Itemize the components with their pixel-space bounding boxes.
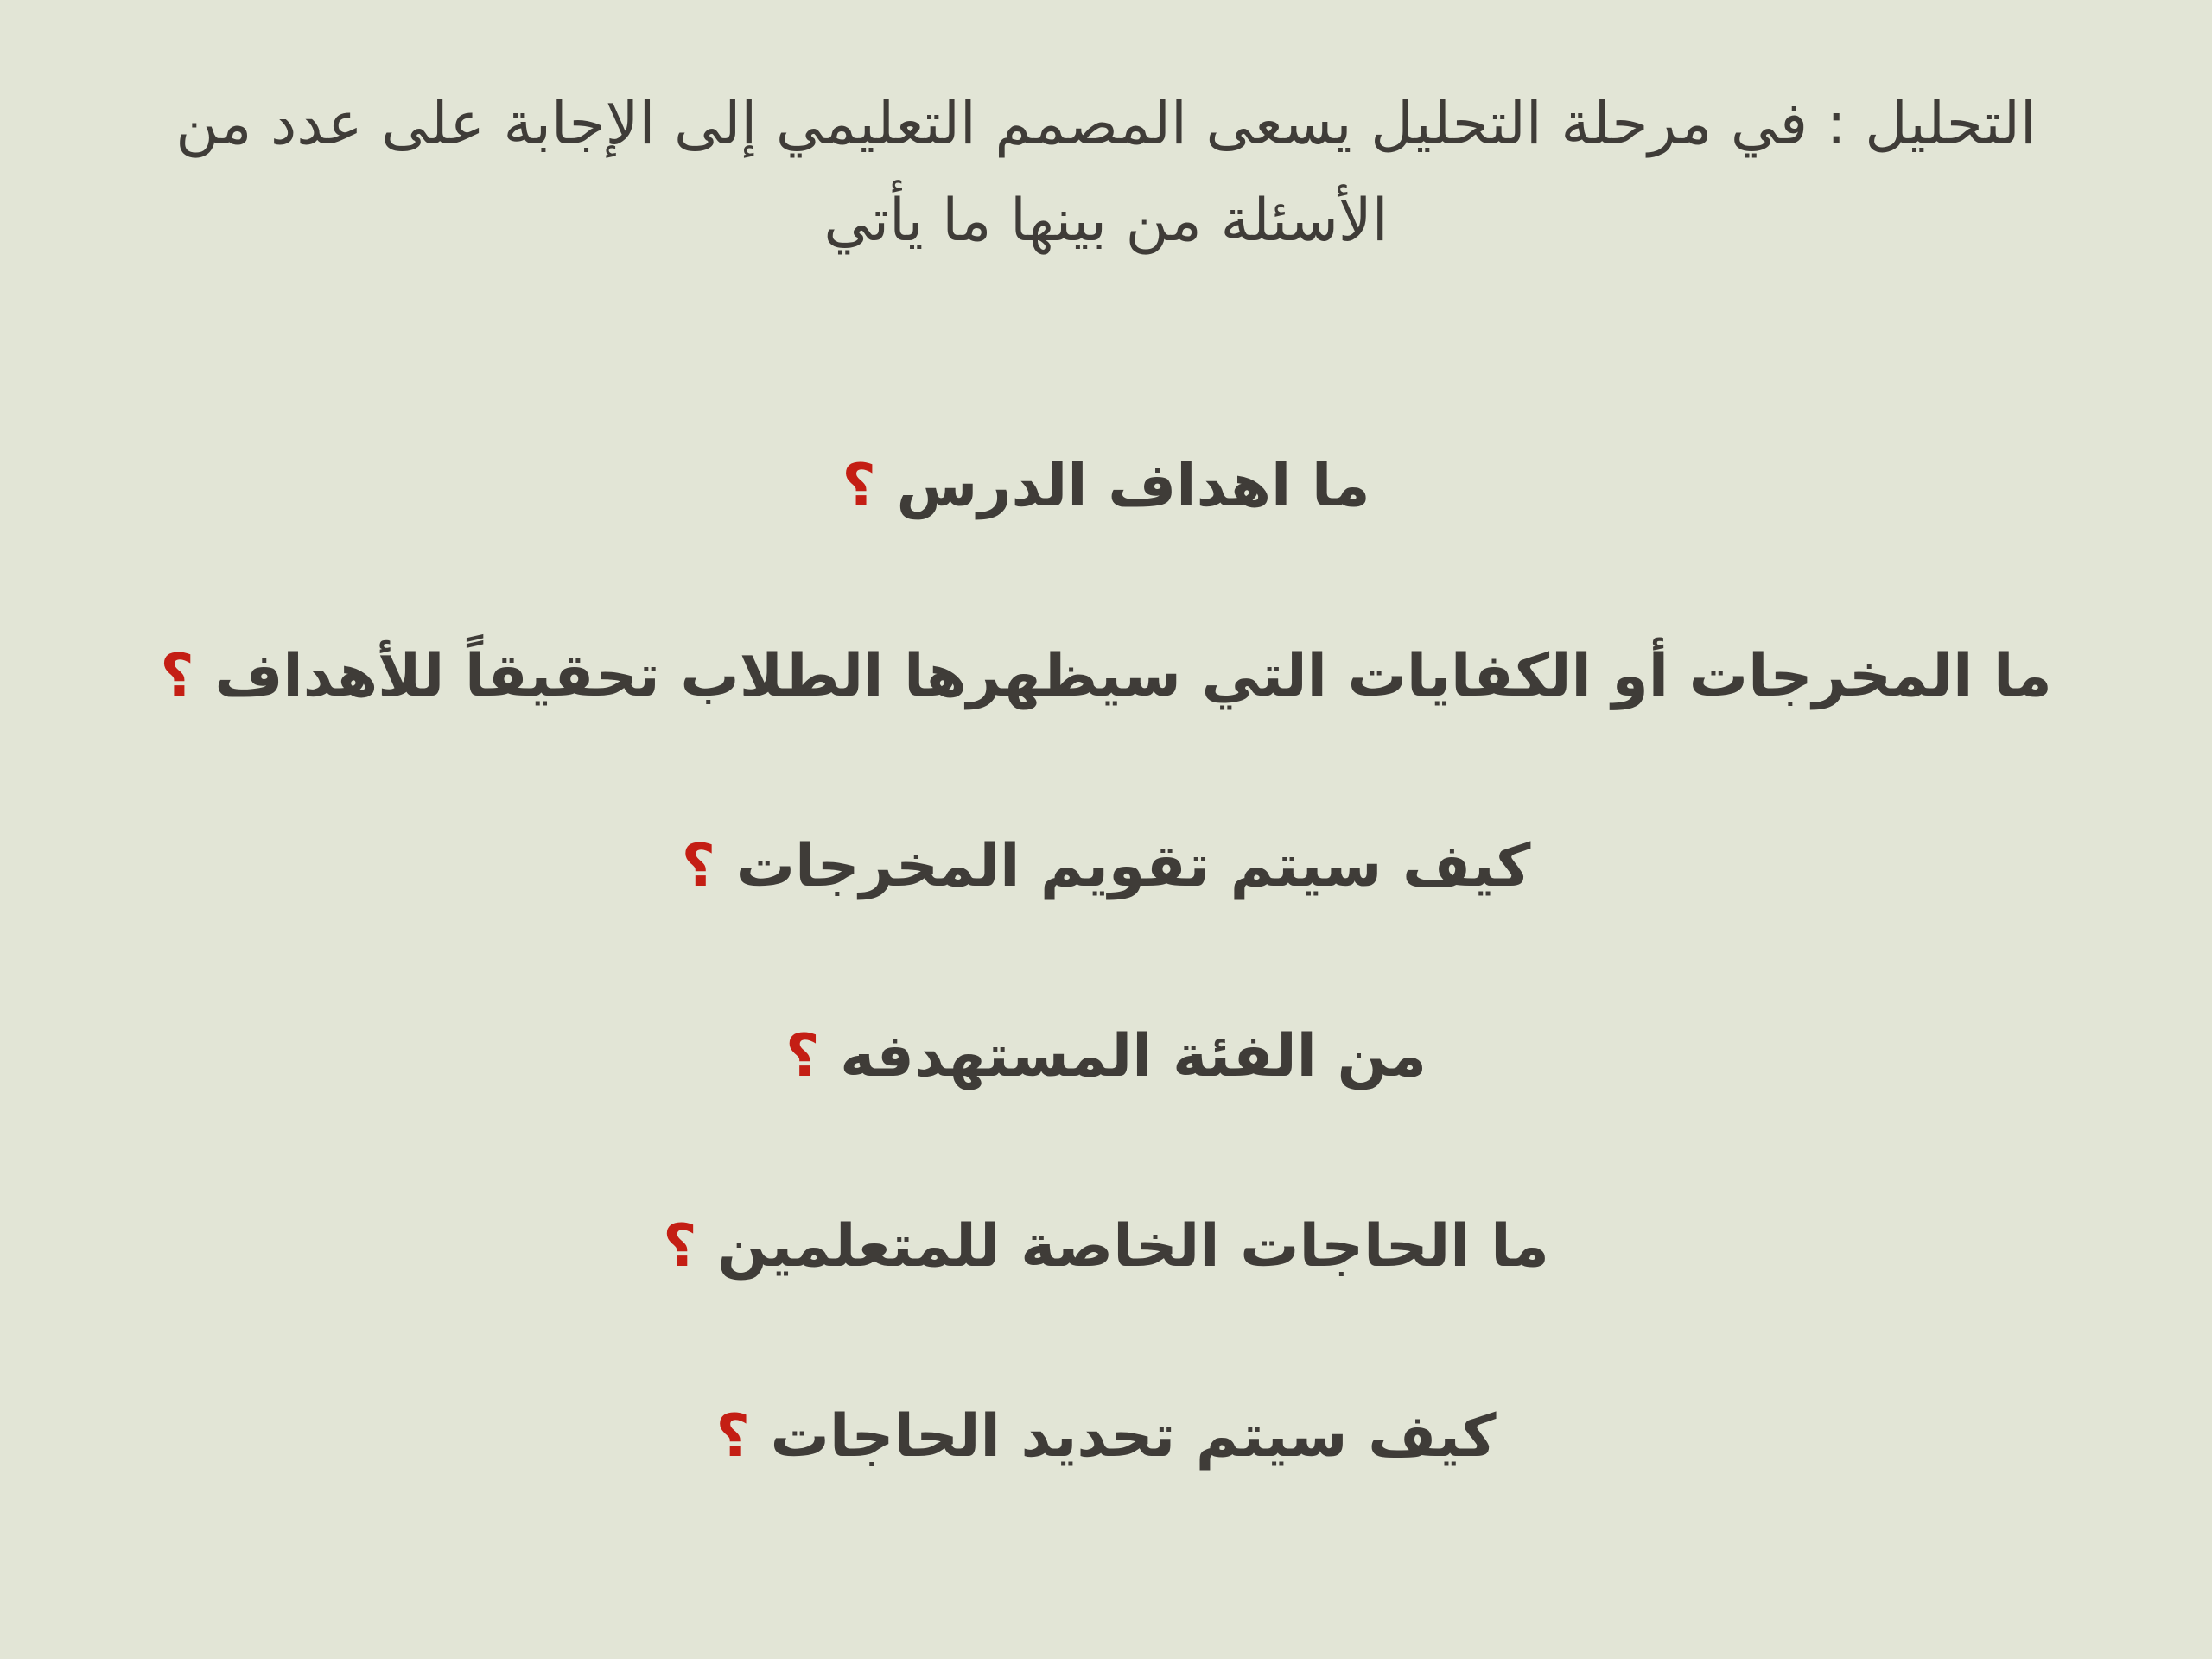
question-item [0,1385,2212,1489]
question-mark-icon: ؟ [715,1402,750,1471]
question-text: ما الحاجات الخاصة للمتعلمين [717,1212,1549,1281]
question-mark-icon: ؟ [785,1022,820,1090]
question-mark-icon: ؟ [842,452,876,520]
question-text: كيف سيتم تحديد الحاجات [770,1402,1497,1471]
question-mark-icon: ؟ [160,642,194,710]
question-mark-icon: ؟ [681,832,716,900]
question-item [0,625,2212,728]
question-mark-icon: ؟ [663,1212,697,1281]
question-text: ما اهداف الدرس [896,452,1370,520]
question-item [0,815,2212,918]
question-item [0,1195,2212,1299]
question-item [0,435,2212,538]
intro-paragraph: التحليل : في مرحلة التحليل يسعى المصمم التعليمي إلى الإجابة على عدد من الأسئلة من بينها ما يأتي [175,90,2037,255]
question-text: ما المخرجات أو الكفايات التي سيظهرها الطلاب تحقيقاً للأهداف [214,642,2052,710]
question-item [0,1005,2212,1109]
question-text: كيف سيتم تقويم المخرجات [735,832,1531,900]
question-text: من الفئة المستهدفه [840,1022,1427,1090]
